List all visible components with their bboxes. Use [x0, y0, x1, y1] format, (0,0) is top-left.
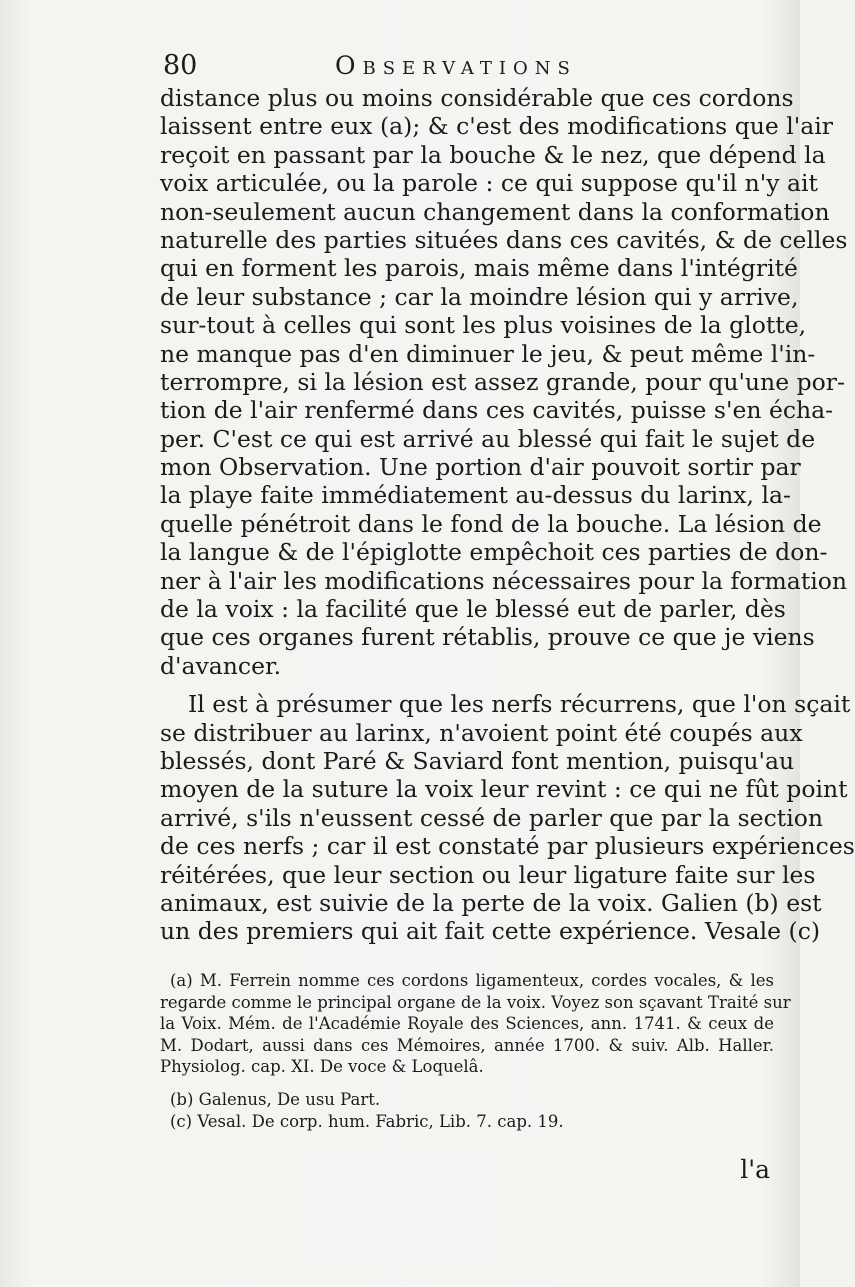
text-line: blessés, dont Paré & Saviard font mention, puisqu'au	[160, 746, 795, 775]
footnote-b: (b) Galenus, De usu Part.	[170, 1089, 381, 1109]
footnote-a-line: regarde comme le principal organe de la voix. Voyez son sçavant Traité sur	[160, 992, 791, 1012]
text-line: naturelle des parties situées dans ces cavités, & de celles	[160, 225, 848, 254]
body-text	[160, 84, 855, 946]
text-line: de leur substance ; car la moindre lésion qui y arrive,	[160, 282, 799, 311]
page-header	[163, 48, 623, 84]
footnote-a-line: (a) M. Ferrein nomme ces cordons ligamenteux, cordes vocales, & les	[170, 971, 774, 990]
text-line: sur-tout à celles qui sont les plus voisines de la glotte,	[160, 311, 807, 340]
text-line: de la voix : la facilité que le blessé eut de parler, dès	[160, 595, 786, 624]
text-line: quelle pénétroit dans le fond de la bouche. La lésion de	[160, 509, 822, 538]
text-line: la langue & de l'épiglotte empêchoit ces parties de don-	[160, 538, 828, 567]
text-line: qui en forment les parois, mais même dans l'intégrité	[160, 254, 798, 283]
text-line: distance plus ou moins considérable que ces cordons	[160, 84, 794, 112]
footnote-a-line: Physiolog. cap. XI. De voce & Loquelâ.	[160, 1057, 484, 1077]
text-line: ner à l'air les modifications nécessaires pour la formation	[160, 566, 848, 595]
footnotes	[160, 970, 791, 1132]
text-line: tion de l'air renfermé dans ces cavités, puisse s'en écha-	[160, 396, 834, 425]
catchword: l'a	[740, 1155, 770, 1184]
text-line: moyen de la suture la voix leur revint : ce qui ne fût point	[160, 775, 848, 804]
text-line: la playe faite immédiatement au-dessus du larinx, la-	[160, 481, 791, 510]
text-line: laissent entre eux (a); & c'est des modifications que l'air	[160, 112, 833, 141]
footnote-c: (c) Vesal. De corp. hum. Fabric, Lib. 7. cap. 19.	[170, 1111, 564, 1131]
text-line: non-seulement aucun changement dans la conformation	[160, 197, 830, 226]
text-line: se distribuer au larinx, n'avoient point été coupés aux	[160, 718, 803, 747]
footnote-a-line: la Voix. Mém. de l'Académie Royale des Sciences, ann. 1741. & ceux de	[160, 1014, 774, 1034]
text-line: un des premiers qui ait fait cette expérience. Vesale (c)	[160, 917, 821, 946]
running-title: Observations	[335, 51, 577, 80]
text-line: de ces nerfs ; car il est constaté par plusieurs expériences	[160, 832, 855, 861]
text-line: terrompre, si la lésion est assez grande, pour qu'une por-	[160, 367, 845, 396]
page-number: 80	[163, 50, 198, 81]
text-line: reçoit en passant par la bouche & le nez, que dépend la	[160, 140, 826, 169]
text-line: réitérées, que leur section ou leur ligature faite sur les	[160, 860, 816, 889]
footnote-a-line: M. Dodart, aussi dans ces Mémoires, année 1700. & suiv. Alb. Haller.	[160, 1035, 774, 1055]
text-line: voix articulée, ou la parole : ce qui suppose qu'il n'y ait	[160, 169, 818, 198]
text-line: d'avancer.	[160, 651, 282, 680]
text-line: arrivé, s'ils n'eussent cessé de parler que par la section	[160, 803, 823, 832]
text-line: animaux, est suivie de la perte de la voix. Galien (b) est	[160, 888, 822, 917]
text-line: Il est à présumer que les nerfs récurrens, que l'on sçait	[188, 690, 851, 719]
text-line: que ces organes furent rétablis, prouve ce que je viens	[160, 623, 815, 652]
text-line: per. C'est ce qui est arrivé au blessé qui fait le sujet de	[160, 424, 816, 453]
text-line: mon Observation. Une portion d'air pouvoit sortir par	[160, 453, 801, 482]
text-line: ne manque pas d'en diminuer le jeu, & peut même l'in-	[160, 339, 816, 368]
